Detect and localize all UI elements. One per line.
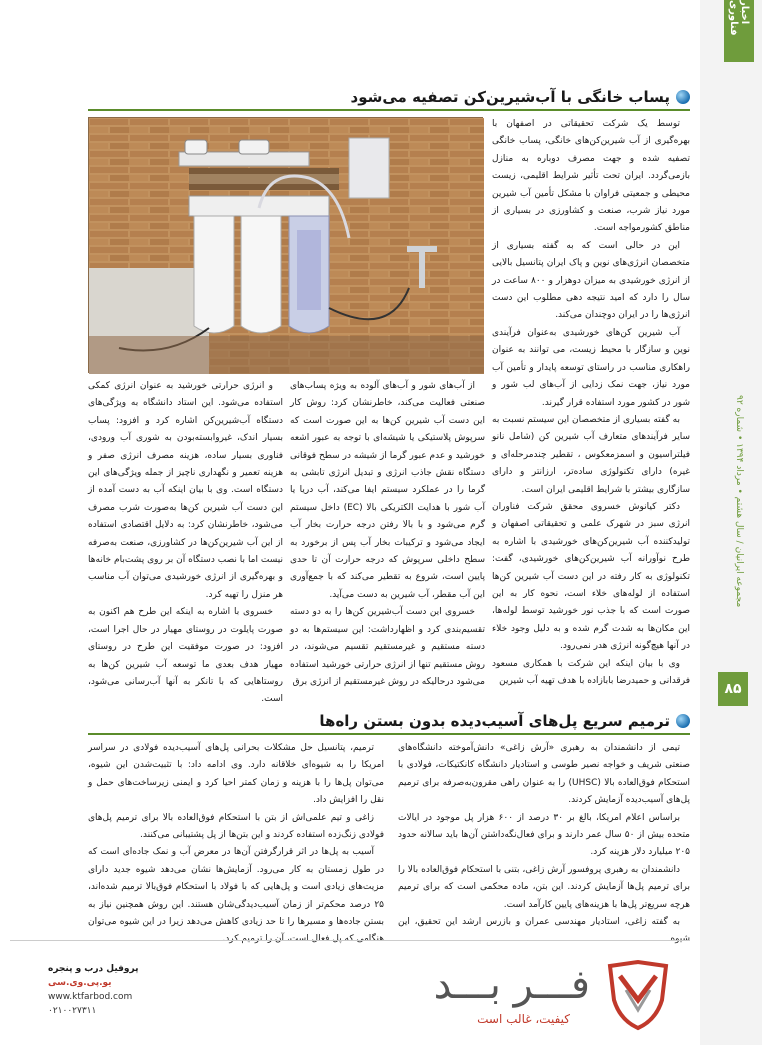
brand-slogan: کیفیت، غالب است [477,1012,570,1026]
content-area [88,0,690,1045]
ad-contact-block [48,962,168,1018]
water-filter-photo [88,117,483,373]
farbod-advert [48,960,690,1040]
paragraph: این در حالی است که به گفته بسیاری از متخصصان انرژی‌های نوین و پاک ایران پتانسیل بالایی از انرژی خورشیدی به میزان دوهزار و ۸۰۰ ساعت در سال را دارد که امید نتیجه دهی مطلوب این دست انرژی‌ها را در ایران دوچندان می‌کند. [492,240,690,321]
paragraph: به گفته بسیاری از متخصصان این سیستم نسبت به سایر فرآیندهای متعارف آب شیرین کن (شامل نانو فیلتراسیون و اسمزمعکوس ، تقطیر چندمرحله‌ای و غیره) دارای تکنولوژی ساده‌تر، ارزانتر و دارای سازگاری بیشتر با شرایط اقلیمی ایران است. [492,414,690,495]
article1-title: پساب خانگی با آب‌شیرین‌کن تصفیه می‌شود [350,88,670,106]
article2-col-left [88,740,384,940]
headline-rule [88,109,690,111]
paragraph: ترمیم، پتانسیل حل مشکلات بحرانی پل‌های آسیب‌دیده فولادی در سراسر امریکا را به شیوه‌ای خلاقانه دارد. وی ادامه داد: با تثبیت‌شدن این شیوه، می‌توان پل‌ها را با هزینه و زمان کمتر احیا کرد و ایمنی زیرساخت‌های حمل و نقل را افزایش داد. [88,743,384,806]
margin-band [700,0,762,1045]
paragraph: زاغی و تیم علمی‌اش از بتن با استحکام فوق‌العاده بالا برای ترمیم پل‌های فولادی زنگ‌زده استفاده کردند و این بتن‌ها از پل پشتیبانی می‌کنند. [88,812,384,841]
farbod-wordmark: فـــر بـــد [433,962,590,1008]
paragraph: به گفته زاغی، استادیار مهندسی عمران و بازرس ارشد این تحقیق، این [398,917,680,928]
paragraph: براساس اعلام امریکا، بالغ بر ۳۰ درصد از ۶۰۰ هزار پل موجود در ایالات متحده بیش از ۵۰ سال عمر دارند و برای فعال‌نگه‌داشتن آن‌ها باید سالانه حدود ۲۰۵ میلیارد دلار هزینه کرد. [398,812,690,858]
ad-phone: ۰۲۱۰۰۲۷۳۱۱ [48,1006,97,1016]
ad-product: پروفیل درب و پنجره [48,964,139,974]
paragraph: آسیب به پل‌ها در اثر قرارگرفتن آن‌ها در معرض آب و نمک جاده‌ای است که در طول زمستان به کار می‌رود. آزمایش‌ها نشان می‌دهد شیوه جدید دارای مزیت‌های زیادی است و پل‌هایی که با فولاد با استحکام فوق‌بالا ترمیم شده‌اند، ۲۵ درصد محکم‌تر از زمان آسیب‌دیدگی‌شان هستند. این روش همچنین نیاز به بستن جاده‌ها و مسیرها را تا حد زیادی کاهش می‌دهد زیرا در این شیوه می‌توان [88,847,384,928]
globe-bullet-icon [676,714,690,728]
section-tab: اخبار فناوری [724,0,754,62]
globe-bullet-icon [676,90,690,104]
article1-col-middle [290,378,485,687]
farbod-shield-logo-icon [606,960,670,1030]
article1-headline [351,88,690,106]
paragraph: آب شیرین کن‌های خورشیدی به‌عنوان فرآیندی نوین و سازگار با محیط زیست، می توانند به عنوان راهکاری مناسب در راستای توسعه پایدار و تأمین آب مورد نیاز، جهت نمک زدایی از آب‌های لب شور و شور در کشور مورد استفاده قرار گیرند. [492,327,690,408]
article2-col-right [398,740,690,940]
ad-material: یو.پی.وی.سی [48,978,112,988]
article1-col-right [492,116,690,686]
paragraph: وی با بیان اینکه این شرکت با همکاری مسعود فرقدانی و حمیدرضا بابازاده با هدف تهیه آب شیرین [492,658,690,686]
photo-illustration [89,118,484,374]
paragraph: و انرژی حرارتی خورشید به عنوان انرژی کمکی استفاده می‌شود. این استاد دانشگاه به ویژگی‌های دستگاه آب‌شیرین‌کن اشاره کرد و افزود: پساب بسیار اندک، غیروابسته‌بودن به شوری آب ورودی، فناوری بسیار ساده، هزینه مصرف انرژی صفر و هزینه تعمیر و نگهداری ناچیز از جمله ویژگی‌های این دستگاه است. وی با بیان اینکه آب به دست آمده از این دست آب شیرین کن‌ها به‌صورت شرب مصرف می‌شود، خاطرنشان کرد: به دلایل اقتصادی استفاده از این آب شیرین‌کن‌ها در کشاورزی، صنعت به‌صرفه نیست اما با نصب دستگاه آن بر روی پشت‌بام خانه‌ها و بهره‌گیری از انرژی خورشیدی می‌توان آب مناسب هر منزل را تهیه کرد. [88,381,283,600]
paragraph: خسروی با اشاره به اینکه این طرح هم اکنون به صورت پایلوت در روستای مهیار در حال اجرا است، افزود: در صورت موفقیت این طرح در روستای مهیار هدف بعدی ما توسعه آب شیرین کن‌ها به روستاهایی که با تانکر به آنها آب‌رسانی می‌شود، است. [88,607,283,705]
page-number: ۸۵ [718,672,748,706]
article2-title: ترمیم سریع پل‌های آسیب‌دیده بدون بستن راه‌ها [319,712,670,730]
paragraph: توسط یک شرکت تحقیقاتی در اصفهان با بهره‌گیری از آب شیرین‌کن‌های خانگی، پساب خانگی تصفیه شده و جهت مصرف دوباره به منازل بازمی‌گردد. ایران تحت تأثیر شرایط اقلیمی، زیست محیطی و جمعیتی فراوان با مشکل تأمین آب شیرین مورد نیاز شرب، صنعت و کشاورزی در بسیاری از مناطق کشورمواجه است. [492,119,690,234]
article1-col-left [88,378,283,705]
issue-info: مجموعه ایرانیان / سال هشتم • مرداد ۱۳۹۴ • شماره ۹۲ [734,395,744,608]
paragraph: از آب‌های شور و آب‌های آلوده به ویژه پساب‌های صنعتی فعالیت می‌کند، خاطرنشان کرد: روش کار این دست آب شیرین کن‌ها به این صورت است که سرپوش پلاستیکی یا شیشه‌ای با توجه به عبور اشعه خورشید و عدم عبور گرما از شیشه در سطح فوقانی دستگاه نقش جاذب انرژی و تبدیل انرژی تابشی به گرما را در عملکرد سیستم ایفا می‌کند، آب دریا یا آب شور با هدایت الکتریکی بالا (EC) داخل سیستم گرم می‌شود و با بالا رفتن درجه حرارت بخار آب ایجاد می‌شود و ترکیبات بخار آب پس از برخورد به سطح داخلی سرپوش که درجه حرارت آن تا حدی پایین است، شروع به تقطیر می‌کند که با جمع‌آوری این آب مقطر، آب شیرین به دست می‌آید. [290,381,485,600]
ad-website[interactable]: www.ktfarbod.com [48,992,133,1002]
paragraph: دکتر کیانوش خسروی محقق شرکت فناوران انرژی سبز در شهرک علمی و تحقیقاتی اصفهان و تولیدکننده آب شیرین‌کن‌های خورشیدی با اشاره به طرح نوآورانه آب شیرین‌کن‌های خورشیدی، گفت: تکنولوژی به کار رفته در این دست آب شیرین کن‌ها استفاده از لوله‌های خلاء است، نحوه کار به این صورت است که با جذب نور خورشید توسط لوله‌ها، این مکان‌ها به شدت گرم شده و به دلیل وجود خلاء در آنها هیچ‌گونه انرژی هدر نمی‌رود. [492,501,690,652]
article2-headline [319,712,690,730]
paragraph: دانشمندان به رهبری پروفسور آرش زاغی، بتنی با استحکام فوق‌العاده بالا را برای ترمیم پل‌ها آزمایش کردند. این بتن، ماده محکمی است که برای ترمیم هرچه سریع‌تر پل‌ها با هزینه‌های پایین کارآمد است. [398,864,690,910]
headline-rule [88,733,690,735]
footer-divider [10,940,690,941]
paragraph: تیمی از دانشمندان به رهبری «آرش زاغی» دانش‌آموخته دانشگاه‌های صنعتی شریف و خواجه نصیر طوسی و استادیار دانشگاه کانکتیکات، فولادی با استحکام فوق‌العاده بالا (UHSC) را به عنوان راهی مقرون‌به‌صرفه برای ترمیم پل‌های آسیب‌دیده آزمایش کردند. [398,743,691,806]
paragraph: خسروی این دست آب‌شیرین کن‌ها را به دو دسته تقسیم‌بندی کرد و اظهارداشت: این سیستم‌ها به دو دسته مستقیم و غیرمستقیم تقسیم می‌شوند، در روش مستقیم تنها از انرژی حرارتی خورشید استفاده می‌شود درحالیکه در روش غیرمستقیم از انرژی برق [290,607,485,687]
